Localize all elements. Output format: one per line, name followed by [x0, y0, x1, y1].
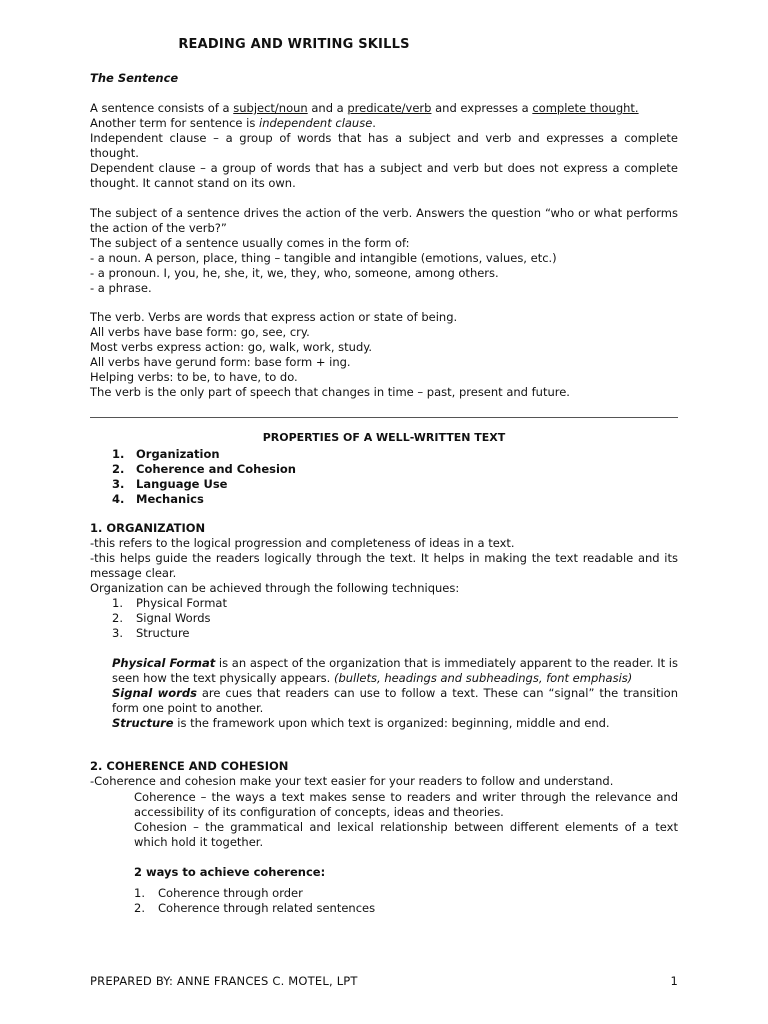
coherence-definitions: Coherence – the ways a text makes sense to readers and writer through the relevance and accessibility of its configuration of concepts, ideas and theories. Cohesion – the grammatical and lexical relationship between different elements of a text which hold it together.: [134, 790, 678, 849]
page-footer: [90, 974, 678, 988]
list-item: 1. Organization: [112, 447, 220, 461]
section-divider: [90, 417, 678, 418]
prepared-by: PREPARED BY: ANNE FRANCES C. MOTEL, LPT: [90, 974, 358, 988]
list-item: - a phrase.: [90, 281, 152, 295]
ways-heading: 2 ways to achieve coherence:: [134, 865, 326, 879]
list-item: - a pronoun. I, you, he, she, it, we, they, who, someone, among others.: [90, 266, 499, 280]
techniques-list: [112, 596, 678, 641]
ways-list: [134, 886, 678, 916]
page-title: READING AND WRITING SKILLS: [178, 37, 410, 52]
verb-section: The verb. Verbs are words that express action or state of being. All verbs have base form: go, see, cry. Most verbs express action: go, walk, work, study. All verbs have gerund form: base form + ing. Helping verbs: to be, to have, to do. The verb is the only part of speech that changes in time – past, present and future.: [90, 310, 570, 399]
subject-section: The subject of a sentence drives the action of the verb. Answers the question “who or what performs the action of the verb?” The subject of a sentence usually comes in the form of: - a noun. A person, place, thing – tangible and intangible (emotions, values, etc.) - a pronoun. I, you, he, she, it, we, they, who, someone, among others. - a phrase.: [90, 206, 678, 295]
list-item: 1. Coherence through order: [134, 886, 303, 900]
list-item: 2. Coherence through related sentences: [134, 901, 376, 915]
list-item: - a noun. A person, place, thing – tangible and intangible (emotions, values, etc.): [90, 251, 557, 265]
list-item: 2. Signal Words: [112, 611, 211, 625]
organization-heading: 1. ORGANIZATION: [90, 521, 206, 535]
page-number: 1: [670, 974, 678, 988]
list-item: 4. Mechanics: [112, 492, 204, 506]
sentence-definition: A sentence consists of a subject/noun and a predicate/verb and expresses a complete thought. Another term for sentence is independent clause. Independent clause – a group of words that has a subject and verb and expresses a complete thought. Dependent clause – a group of words that has a subject and verb but does not express a complete thought. It cannot stand on its own.: [90, 101, 678, 190]
dependent-clause-text: Dependent clause – a group of words that has a subject and verb but does not express a complete thought. It cannot stand on its own.: [90, 161, 678, 190]
properties-heading: PROPERTIES OF A WELL-WRITTEN TEXT: [262, 431, 506, 444]
list-item: 2. Coherence and Cohesion: [112, 462, 296, 476]
list-item: 3. Structure: [112, 626, 190, 640]
list-item: 3. Language Use: [112, 477, 228, 491]
coherence-section: 2. COHERENCE AND COHESION -Coherence and cohesion make your text easier for your readers to follow and understand.: [90, 759, 678, 789]
independent-clause-text: Independent clause – a group of words that has a subject and verb and expresses a complete thought.: [90, 131, 678, 160]
section-heading-sentence: The Sentence: [90, 71, 179, 85]
technique-definitions: Physical Format is an aspect of the organization that is immediately apparent to the reader. It is seen how the text physically appears. (bullets, headings and subheadings, font emphasis) Signal words are cues that readers can use to follow a text. These can “signal” the transition form one point to another. Structure is the framework upon which text is organized: beginning, middle and end.: [112, 656, 678, 730]
coherence-heading: 2. COHERENCE AND COHESION: [90, 759, 289, 773]
properties-list: [112, 447, 678, 507]
list-item: 1. Physical Format: [112, 596, 227, 610]
organization-section: 1. ORGANIZATION -this refers to the logical progression and completeness of ideas in a text. -this helps guide the readers logically through the text. It helps in making the text readable and its message clear. Organization can be achieved through the following techniques:: [90, 521, 678, 595]
